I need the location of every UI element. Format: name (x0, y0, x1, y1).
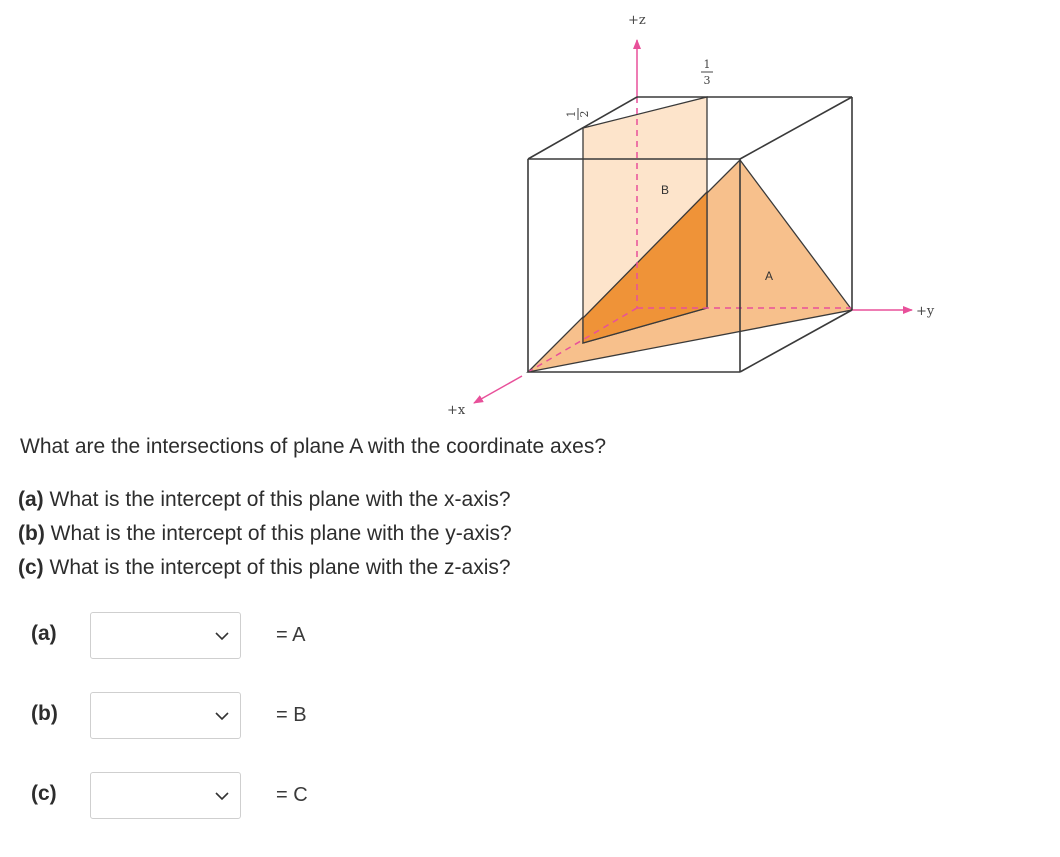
x-axis-label: +x (447, 403, 466, 418)
chevron-down-icon (214, 708, 230, 724)
fraction-one-third (701, 58, 713, 87)
z-axis-label: +z (628, 13, 646, 28)
question-parts (18, 483, 512, 585)
question-text: What are the intersections of plane A with the coordinate axes? (20, 435, 607, 458)
part-c: (c) What is the intercept of this plane with the z-axis? (18, 556, 511, 579)
answer-a-dropdown[interactable] (90, 612, 241, 659)
fraction-one-half (565, 108, 591, 120)
answer-row-a (0, 612, 400, 662)
part-b: (b) What is the intercept of this plane with the y-axis? (18, 522, 512, 545)
answer-label-c: (c) (31, 782, 57, 805)
chevron-down-icon (214, 788, 230, 804)
plane-a-label: A (765, 269, 774, 283)
answer-row-c (0, 772, 400, 822)
answer-label-a: (a) (31, 622, 57, 645)
svg-text:1: 1 (703, 58, 711, 71)
answer-c-suffix: = C (276, 784, 308, 806)
part-a: (a) What is the intercept of this plane with the x-axis? (18, 488, 511, 511)
answer-label-b: (b) (31, 702, 58, 725)
answer-b-suffix: = B (276, 704, 307, 726)
answer-c-dropdown[interactable] (90, 772, 241, 819)
y-axis-label: +y (916, 304, 935, 319)
chevron-down-icon (214, 628, 230, 644)
svg-text:3: 3 (703, 74, 711, 87)
answer-row-b (0, 692, 400, 742)
answer-b-dropdown[interactable] (90, 692, 241, 739)
answer-a-suffix: = A (276, 624, 306, 646)
svg-text:1: 1 (565, 110, 578, 118)
plane-b-label: B (661, 183, 670, 197)
x-axis (474, 376, 522, 403)
svg-text:2: 2 (578, 110, 591, 118)
